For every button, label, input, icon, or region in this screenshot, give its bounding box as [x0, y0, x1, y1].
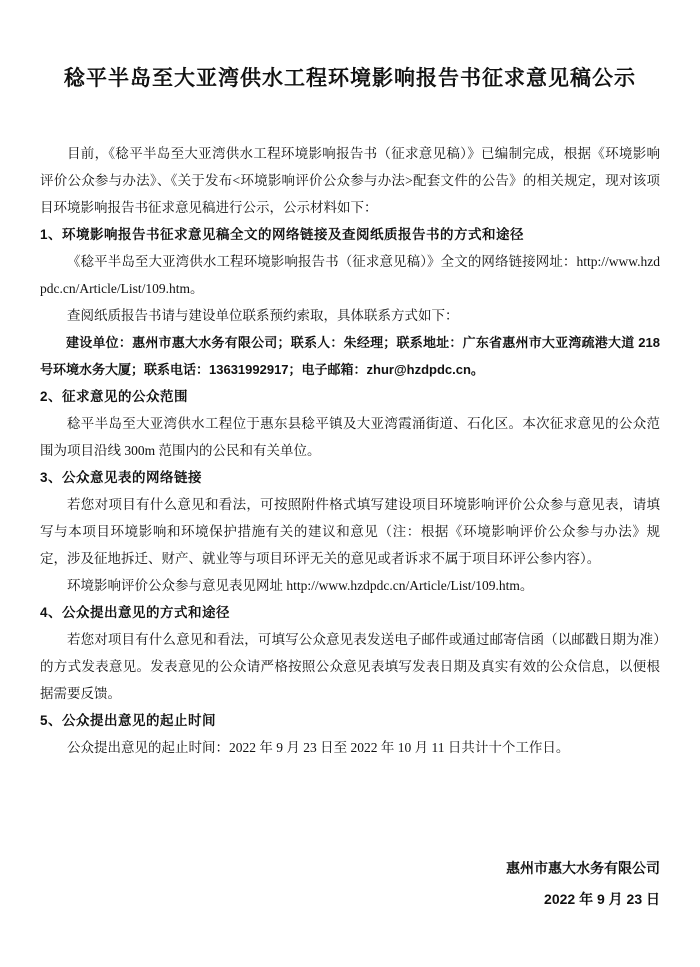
section-heading: 3、公众意见表的网络链接: [40, 470, 203, 485]
signature-company: 惠州市惠大水务有限公司: [506, 860, 660, 876]
section-heading: 1、环境影响报告书征求意见稿全文的网络链接及查阅纸质报告书的方式和途径: [40, 227, 525, 242]
sections-container: [40, 221, 660, 761]
section-heading: 4、公众提出意见的方式和途径: [40, 605, 231, 620]
section-paragraph: 稔平半岛至大亚湾供水工程位于惠东县稔平镇及大亚湾霞涌街道、石化区。本次征求意见的公众范围为项目沿线 300m 范围内的公民和有关单位。: [40, 416, 660, 458]
signature-date: 2022 年 9 月 23 日: [544, 891, 660, 907]
section-paragraph: 建设单位：惠州市惠大水务有限公司；联系人：朱经理；联系地址：广东省惠州市大亚湾疏港大道 218 号环境水务大厦；联系电话：13631992917；电子邮箱：zhur@hzdpdc.cn。: [40, 335, 660, 377]
section-heading: 5、公众提出意见的起止时间: [40, 713, 217, 728]
section-paragraph: 若您对项目有什么意见和看法，可按照附件格式填写建设项目环境影响评价公众参与意见表，请填写与本项目环境影响和环境保护措施有关的建议和意见（注：根据《环境影响评价公众参与办法》规定，涉及征地拆迁、财产、就业等与项目环评无关的意见或者诉求不属于项目环评公参内容）。: [40, 497, 660, 566]
signature-block: [40, 853, 660, 915]
section-heading: 2、征求意见的公众范围: [40, 389, 189, 404]
intro-paragraph: 目前，《稔平半岛至大亚湾供水工程环境影响报告书（征求意见稿）》已编制完成，根据《环境影响评价公众参与办法》、《关于发布<环境影响评价公众参与办法>配套文件的公告》的相关规定，现对该项目环境影响报告书征求意见稿进行公示，公示材料如下：: [40, 146, 660, 215]
section-paragraph: 环境影响评价公众参与意见表见网址 http://www.hzdpdc.cn/Article/List/109.htm。: [67, 578, 534, 593]
section-paragraph: 若您对项目有什么意见和看法，可填写公众意见表发送电子邮件或通过邮寄信函（以邮戳日期为准）的方式发表意见。发表意见的公众请严格按照公众意见表填写发表日期及真实有效的公众信息，以便根据需要反馈。: [40, 632, 660, 701]
section-paragraph: 公众提出意见的起止时间：2022 年 9 月 23 日至 2022 年 10 月 11 日共计十个工作日。: [67, 740, 570, 755]
page-title: 稔平半岛至大亚湾供水工程环境影响报告书征求意见稿公示: [64, 67, 636, 90]
section-paragraph: 《稔平半岛至大亚湾供水工程环境影响报告书（征求意见稿）》全文的网络链接网址：http://www.hzdpdc.cn/Article/List/109.htm。: [40, 254, 660, 296]
section-paragraph: 查阅纸质报告书请与建设单位联系预约索取，具体联系方式如下：: [67, 308, 459, 323]
